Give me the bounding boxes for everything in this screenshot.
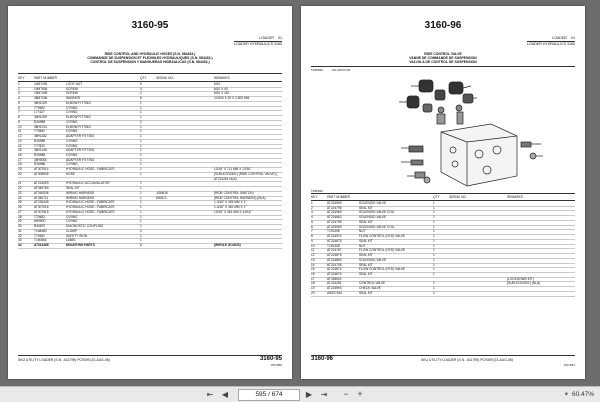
row-part-number: 14M7430: [34, 82, 48, 86]
title-fr: VANNE DE COMMANDE DE SUSPENSION: [409, 56, 477, 60]
first-page-icon[interactable]: ⇤: [206, 390, 214, 399]
row-part-number: AT224993: [327, 286, 342, 291]
table-row: [311, 292, 575, 297]
row-key: 34: [18, 242, 22, 247]
row-qty: 1: [140, 171, 142, 176]
row-part-number: T79482: [34, 129, 45, 134]
row-description: NUT: [359, 229, 366, 234]
row-part-number: AT345789: [34, 186, 49, 191]
row-key: 3: [311, 210, 313, 215]
row-description: CHECK VALVE: [359, 286, 381, 291]
row-part-number: R46870: [34, 224, 46, 229]
row-qty: 1: [140, 209, 142, 214]
row-description: SOLENOID VALVE: [359, 215, 387, 220]
diagram-ref: T189933: [311, 68, 323, 72]
row-description: ELBOW FITTING: [66, 100, 91, 105]
col-serial: SERIAL NO.: [449, 195, 467, 199]
ride-control-valve-diagram: [311, 76, 575, 192]
row-key: 17: [311, 276, 315, 281]
row-description: HYDRAULIC HOSE - FABRICATE: [66, 200, 115, 205]
row-part-number: AT340711: [34, 195, 49, 200]
title-es: VALVULA DE CONTROL DE SUSPENSION: [409, 60, 477, 64]
row-key: 3: [18, 91, 20, 96]
row-description: O-RING: [66, 129, 78, 134]
row-part-number: T191308: [327, 243, 340, 248]
row-part-number: AT318502: [327, 276, 342, 281]
row-description: O-RING: [66, 110, 78, 115]
row-description: FLOW CONTROL (HYD) VALVE: [359, 234, 405, 239]
row-part-number: T77820: [34, 143, 45, 148]
row-part-number: AT314466: [34, 242, 49, 247]
row-description: ADAPTER FITTING: [66, 157, 95, 162]
row-remarks: (SUB AT332301) (NLA): [507, 281, 541, 286]
row-remarks: (RIDE CONTROL SWITCH): [214, 190, 254, 195]
row-qty: 1: [140, 186, 142, 191]
row-key: 6: [311, 224, 313, 229]
row-description: O-RING: [66, 105, 78, 110]
row-remarks: 1-3/16" X 305 MM X 1": [214, 200, 247, 205]
row-remarks: M10: [214, 82, 221, 86]
row-qty: 2: [140, 91, 142, 96]
row-qty: 1: [433, 229, 435, 234]
row-key: 21: [18, 181, 22, 186]
row-description: HYDRAULIC HOSE - FABRICATE: [66, 167, 115, 172]
row-qty: 1: [140, 167, 142, 172]
row-key: 1: [18, 82, 20, 86]
row-qty: 1: [140, 219, 142, 224]
row-key: 7: [18, 110, 20, 115]
page-indicator: 595 / 674: [255, 391, 283, 398]
col-part-number: PART NUMBER: [34, 76, 57, 80]
row-description: WASHER: [66, 96, 80, 101]
col-qty: QTY: [433, 195, 440, 199]
row-part-number: AT224574: [327, 234, 342, 239]
row-qty: 1: [140, 224, 142, 229]
footer-page-left: 3160-95: [259, 356, 282, 362]
viewer-toolbar: [0, 386, 600, 402]
row-part-number: AT224767: [327, 248, 342, 253]
row-serial: 600617-: [156, 195, 168, 200]
row-description: CLAMP: [66, 228, 77, 233]
row-part-number: 19M7405: [34, 91, 48, 96]
row-description: LABEL: [66, 238, 76, 243]
section-titles-left: [18, 52, 282, 64]
row-part-number: 19M7636: [34, 86, 48, 91]
row-qty: 1: [140, 214, 142, 219]
row-description: ADAPTER FITTING: [66, 148, 95, 153]
row-remarks: (LOCKDOWN KIT): [507, 276, 534, 281]
row-part-number: AT224969: [327, 224, 342, 229]
row-qty: 1: [140, 153, 142, 158]
row-part-number: AT307514: [34, 167, 49, 172]
row-key: 5: [18, 100, 20, 105]
row-part-number: R26986: [34, 162, 46, 167]
row-qty: 1: [433, 219, 435, 224]
row-qty: 1: [433, 281, 435, 286]
footer-sub-right: PN=651: [564, 363, 575, 367]
row-qty: 1: [433, 272, 435, 277]
row-key: 31: [18, 228, 22, 233]
row-remarks: 1-3/16" X 381 MM X 1": [214, 205, 247, 210]
row-part-number: T191308: [327, 229, 340, 234]
row-key: 13: [18, 138, 22, 143]
right-page: [301, 6, 585, 379]
page-number-left: 3160-95: [131, 20, 169, 31]
row-part-number: AT224795: [327, 262, 342, 267]
header-line-1: LOADER: [552, 36, 567, 40]
row-qty: 1: [433, 215, 435, 220]
row-qty: 1: [140, 238, 142, 243]
row-description: SOLENOID VALVE: [359, 201, 387, 205]
row-key: 7: [311, 229, 313, 234]
row-part-number: AT224875: [327, 272, 342, 277]
row-part-number: AT224969: [327, 201, 342, 205]
row-key: 4: [18, 96, 20, 101]
row-part-number: AT224875: [327, 253, 342, 258]
section-titles-right: [311, 52, 575, 64]
row-qty: 1: [433, 248, 435, 253]
row-key: 9: [311, 238, 313, 243]
row-key: 11: [18, 129, 22, 134]
prev-page-icon[interactable]: ◀: [221, 390, 229, 399]
row-qty: 1: [433, 267, 435, 272]
row-key: 11: [311, 248, 315, 253]
row-part-number: AT307515: [34, 209, 49, 214]
row-remarks: 10.500 X 20 X 2.500 MM: [214, 96, 250, 101]
row-key: 25: [18, 200, 22, 205]
row-qty: 1: [433, 210, 435, 215]
row-key: 10: [311, 243, 315, 248]
row-description: O-RING: [66, 138, 78, 143]
row-description: O-RING: [66, 153, 78, 158]
row-part-number: 38M7036: [34, 96, 48, 101]
row-description: SAFETY SIGN: [66, 233, 88, 238]
row-qty: 1: [433, 290, 435, 295]
row-key: 23: [18, 190, 22, 195]
left-page: [8, 6, 292, 379]
row-key: 17: [18, 157, 22, 162]
row-qty: 1: [433, 286, 435, 291]
row-key: 10: [18, 124, 22, 129]
row-key: 16: [311, 272, 315, 277]
row-key: 26: [18, 205, 22, 210]
row-remarks: (RIDE CONTROL HARNESS) (NLA): [214, 195, 266, 200]
row-qty: 1: [140, 124, 142, 129]
row-part-number: R26985: [34, 119, 46, 124]
row-key: 19: [18, 167, 22, 172]
col-key: KEY: [311, 195, 318, 199]
row-description: ELBOW FITTING: [66, 115, 91, 120]
header-code: 01: [278, 36, 282, 40]
row-remarks: AT224281 NLA): [214, 176, 237, 181]
row-key: 13: [311, 257, 315, 262]
row-description: HYDRAULIC ACCUMULATOR: [66, 181, 110, 186]
row-part-number: AT224875: [327, 238, 342, 243]
row-qty: 1: [140, 205, 142, 210]
row-remarks: M10 X 40: [214, 86, 228, 91]
row-qty: 6: [140, 96, 142, 101]
row-remarks: (SUB AT332301) (RIDE CONTROL VALVE) (: [214, 171, 278, 176]
row-remarks: 13/16" X 711 MM X 13/16": [214, 167, 252, 172]
row-part-number: AT224281: [327, 281, 342, 286]
row-part-number: AT224874: [327, 267, 342, 272]
row-description: DIAGNOSTIC COUPLING: [66, 224, 104, 229]
parts-table-right: [311, 202, 575, 297]
row-description: SEAL KIT: [359, 253, 373, 258]
row-part-number: AT224863: [327, 257, 342, 262]
row-qty: 1: [140, 190, 142, 195]
row-key: 14: [311, 262, 315, 267]
row-part-number: T79482: [34, 214, 45, 219]
row-qty: 1: [140, 143, 142, 148]
row-qty: 1: [140, 134, 142, 139]
row-key: 6: [18, 105, 20, 110]
row-description: SEAL KIT: [359, 262, 373, 267]
row-part-number: AT309836: [34, 171, 49, 176]
row-qty: 1: [140, 138, 142, 143]
row-key: 9: [18, 119, 20, 124]
row-description: CONTROL VALVE: [359, 281, 386, 286]
row-description: WIRING HARNESS: [66, 195, 95, 200]
row-qty: 1: [140, 233, 142, 238]
row-qty: 1: [140, 100, 142, 105]
title-en: RIDE CONTROL VALVE: [424, 52, 462, 56]
row-part-number: T79482: [34, 233, 45, 238]
row-description: SEAL KIT: [66, 186, 80, 191]
row-qty: 1: [140, 105, 142, 110]
row-key: 15: [311, 267, 315, 272]
row-description: SEAL KIT: [359, 205, 373, 210]
row-part-number: T79482: [34, 105, 45, 110]
row-description: MOUNTING PARTS: [66, 242, 95, 247]
row-description: LOCK NUT: [66, 82, 83, 86]
row-part-number: 38H1182: [34, 134, 47, 139]
row-key: 28: [18, 214, 22, 219]
row-key: 2: [18, 86, 20, 91]
row-qty: 1: [433, 262, 435, 267]
row-description: O-RING: [66, 162, 78, 167]
row-key: 29: [18, 219, 22, 224]
title-fr: COMMANDE DE SUSPENSION ET FLEXIBLES HYDRAULIQUES (S.N. 584433-): [87, 56, 213, 60]
row-part-number: 38H5000: [34, 157, 47, 162]
row-key: 14: [18, 143, 22, 148]
row-key: 20: [18, 171, 22, 176]
row-qty: 1: [140, 157, 142, 162]
row-key: 8: [311, 234, 313, 239]
row-key: 18: [311, 281, 315, 286]
header-line-2: LOADER HYDRAULICS 3160: [527, 41, 575, 46]
row-key: 12: [311, 253, 315, 258]
row-part-number: AT224795: [327, 219, 342, 224]
row-description: SEAL KIT: [359, 290, 373, 295]
row-qty: 1: [433, 234, 435, 239]
row-description: SEAL KIT: [359, 238, 373, 243]
zoom-level[interactable]: 60.47%: [571, 391, 594, 398]
row-description: SOLENOID VALVE COIL: [359, 210, 395, 215]
header-line-1: LOADER: [259, 36, 274, 40]
parts-table-left: [18, 83, 282, 249]
table-row: [18, 244, 282, 249]
row-description: SOLENOID VALVE COIL: [359, 224, 395, 229]
row-key: 20: [311, 290, 315, 295]
header-line-2: LOADER HYDRAULICS 3160: [234, 41, 282, 46]
row-key: 16: [18, 153, 22, 158]
row-description: ADAPTER FITTING: [66, 134, 95, 139]
row-description: HOSE: [66, 171, 76, 176]
row-key: 8: [18, 115, 20, 120]
row-qty: 1: [140, 181, 142, 186]
row-description: FLOW CONTROL (HYD) VALVE: [359, 267, 405, 272]
row-part-number: AT226445: [34, 200, 49, 205]
row-key: 22: [18, 186, 22, 191]
row-description: O-RING: [66, 219, 78, 224]
row-description: SEAL KIT: [359, 219, 373, 224]
row-part-number: AT224493: [34, 181, 49, 186]
diagram-code: T189933: [311, 189, 323, 193]
zoom-dropdown-icon[interactable]: ▾: [564, 391, 568, 398]
page-number-right: 3160-96: [424, 20, 462, 31]
row-part-number: H8990C: [34, 219, 46, 224]
row-key: 32: [18, 233, 22, 238]
row-description: ELBOW FITTING: [66, 124, 91, 129]
row-description: SOLENOID VALVE: [359, 257, 387, 262]
row-qty: 1: [433, 238, 435, 243]
title-en: RIDE CONTROL AND HYDRAULIC HOSES (S.N. 584433-): [104, 52, 196, 56]
row-qty: 1: [140, 115, 142, 120]
footer-info-right: SKU UTILITY LOADER (S.N. -611799) PC9309 (23-AUG-06): [421, 358, 513, 362]
row-qty: 4: [140, 86, 142, 91]
row-qty: 1: [140, 195, 142, 200]
row-qty: 2: [140, 119, 142, 124]
row-part-number: R26985: [34, 138, 46, 143]
row-part-number: AN207184: [327, 290, 343, 295]
row-part-number: R26985: [34, 153, 46, 158]
row-key: 19: [311, 286, 315, 291]
row-part-number: 38H1009: [34, 115, 47, 120]
row-qty: 1: [433, 253, 435, 258]
header-code: 01: [571, 36, 575, 40]
row-description: HYDRAULIC HOSE - FABRICATE: [66, 205, 115, 210]
row-description: O-RING: [66, 143, 78, 148]
row-part-number: AT260536: [34, 190, 49, 195]
row-key: 12: [18, 134, 22, 139]
row-qty: 1: [140, 162, 142, 167]
col-remarks: REMARKS: [214, 76, 230, 80]
row-key: 15: [18, 148, 22, 153]
col-part-number: PART NUMBER: [327, 195, 350, 199]
row-remarks: 13/16" X 381 MM X 13/16": [214, 209, 252, 214]
row-key: 18: [18, 162, 22, 167]
zoom-in-icon[interactable]: +: [357, 389, 363, 399]
row-part-number: AT224795: [327, 205, 342, 210]
row-serial: -600616: [156, 190, 168, 195]
row-remarks: (WHOLE GOODS): [214, 242, 241, 247]
row-part-number: T160564: [34, 238, 47, 243]
row-part-number: L77427: [34, 110, 45, 115]
row-part-number: 38H1146: [34, 148, 47, 153]
row-qty: 1: [433, 205, 435, 210]
last-page-icon[interactable]: ⇥: [320, 390, 328, 399]
row-qty: 6: [140, 82, 142, 86]
row-description: WIRING HARNESS: [66, 190, 95, 195]
row-description: HYDRAULIC HOSE - FABRICATE: [66, 209, 115, 214]
row-description: SCREW: [66, 86, 78, 91]
col-qty: QTY: [140, 76, 147, 80]
row-qty: 1: [140, 110, 142, 115]
row-key: 4: [311, 215, 313, 220]
row-qty: 1: [140, 148, 142, 153]
zoom-out-icon[interactable]: −: [343, 389, 349, 399]
row-description: FLOW CONTROL (HYD) VALVE: [359, 248, 405, 253]
row-description: SCREW: [66, 91, 78, 96]
row-part-number: T148480: [34, 228, 47, 233]
col-remarks: REMARKS: [507, 195, 523, 199]
row-qty: 1: [140, 129, 142, 134]
row-qty: 1: [140, 242, 142, 247]
row-part-number: 38H1013: [34, 124, 47, 129]
row-key: 2: [311, 205, 313, 210]
row-description: O-RING: [66, 214, 78, 219]
col-key: KEY: [18, 76, 25, 80]
row-qty: 1: [140, 200, 142, 205]
row-key: 27: [18, 209, 22, 214]
row-part-number: AT224969: [327, 210, 342, 215]
diagram-ref-2: -UN-02OCT03: [331, 68, 351, 72]
row-key: 5: [311, 219, 313, 224]
page-number-field[interactable]: [238, 389, 300, 401]
row-part-number: AT307516: [34, 205, 49, 210]
row-qty: 1: [433, 243, 435, 248]
row-key: 30: [18, 224, 22, 229]
row-part-number: AT224863: [327, 215, 342, 220]
row-qty: 2: [140, 228, 142, 233]
row-key: 24: [18, 195, 22, 200]
row-description: SEAL KIT: [359, 272, 373, 277]
row-qty: 1: [433, 201, 435, 205]
next-page-icon[interactable]: ▶: [305, 390, 313, 399]
row-qty: 1: [433, 257, 435, 262]
row-description: NUT: [359, 243, 366, 248]
section-header-right: [527, 36, 575, 46]
footer-info-left: SKU UTILITY LOADER (S.N. -611799) PC9309 (23-AUG-06): [18, 358, 110, 362]
footer-page-right: 3160-96: [311, 356, 334, 362]
footer-sub-left: PN=650: [271, 363, 282, 367]
title-es: CONTROL DE SUSPENSION Y MANGUERAS HIDRAULICAS (S.N. 584433-): [90, 60, 210, 64]
row-qty: 1: [433, 224, 435, 229]
row-key: 1: [311, 201, 313, 205]
row-description: O-RING: [66, 119, 78, 124]
row-part-number: 38H1029: [34, 100, 47, 105]
col-serial: SERIAL NO.: [156, 76, 174, 80]
row-remarks: M10 X 110: [214, 91, 230, 96]
row-key: 33: [18, 238, 22, 243]
section-header-left: [234, 36, 282, 46]
